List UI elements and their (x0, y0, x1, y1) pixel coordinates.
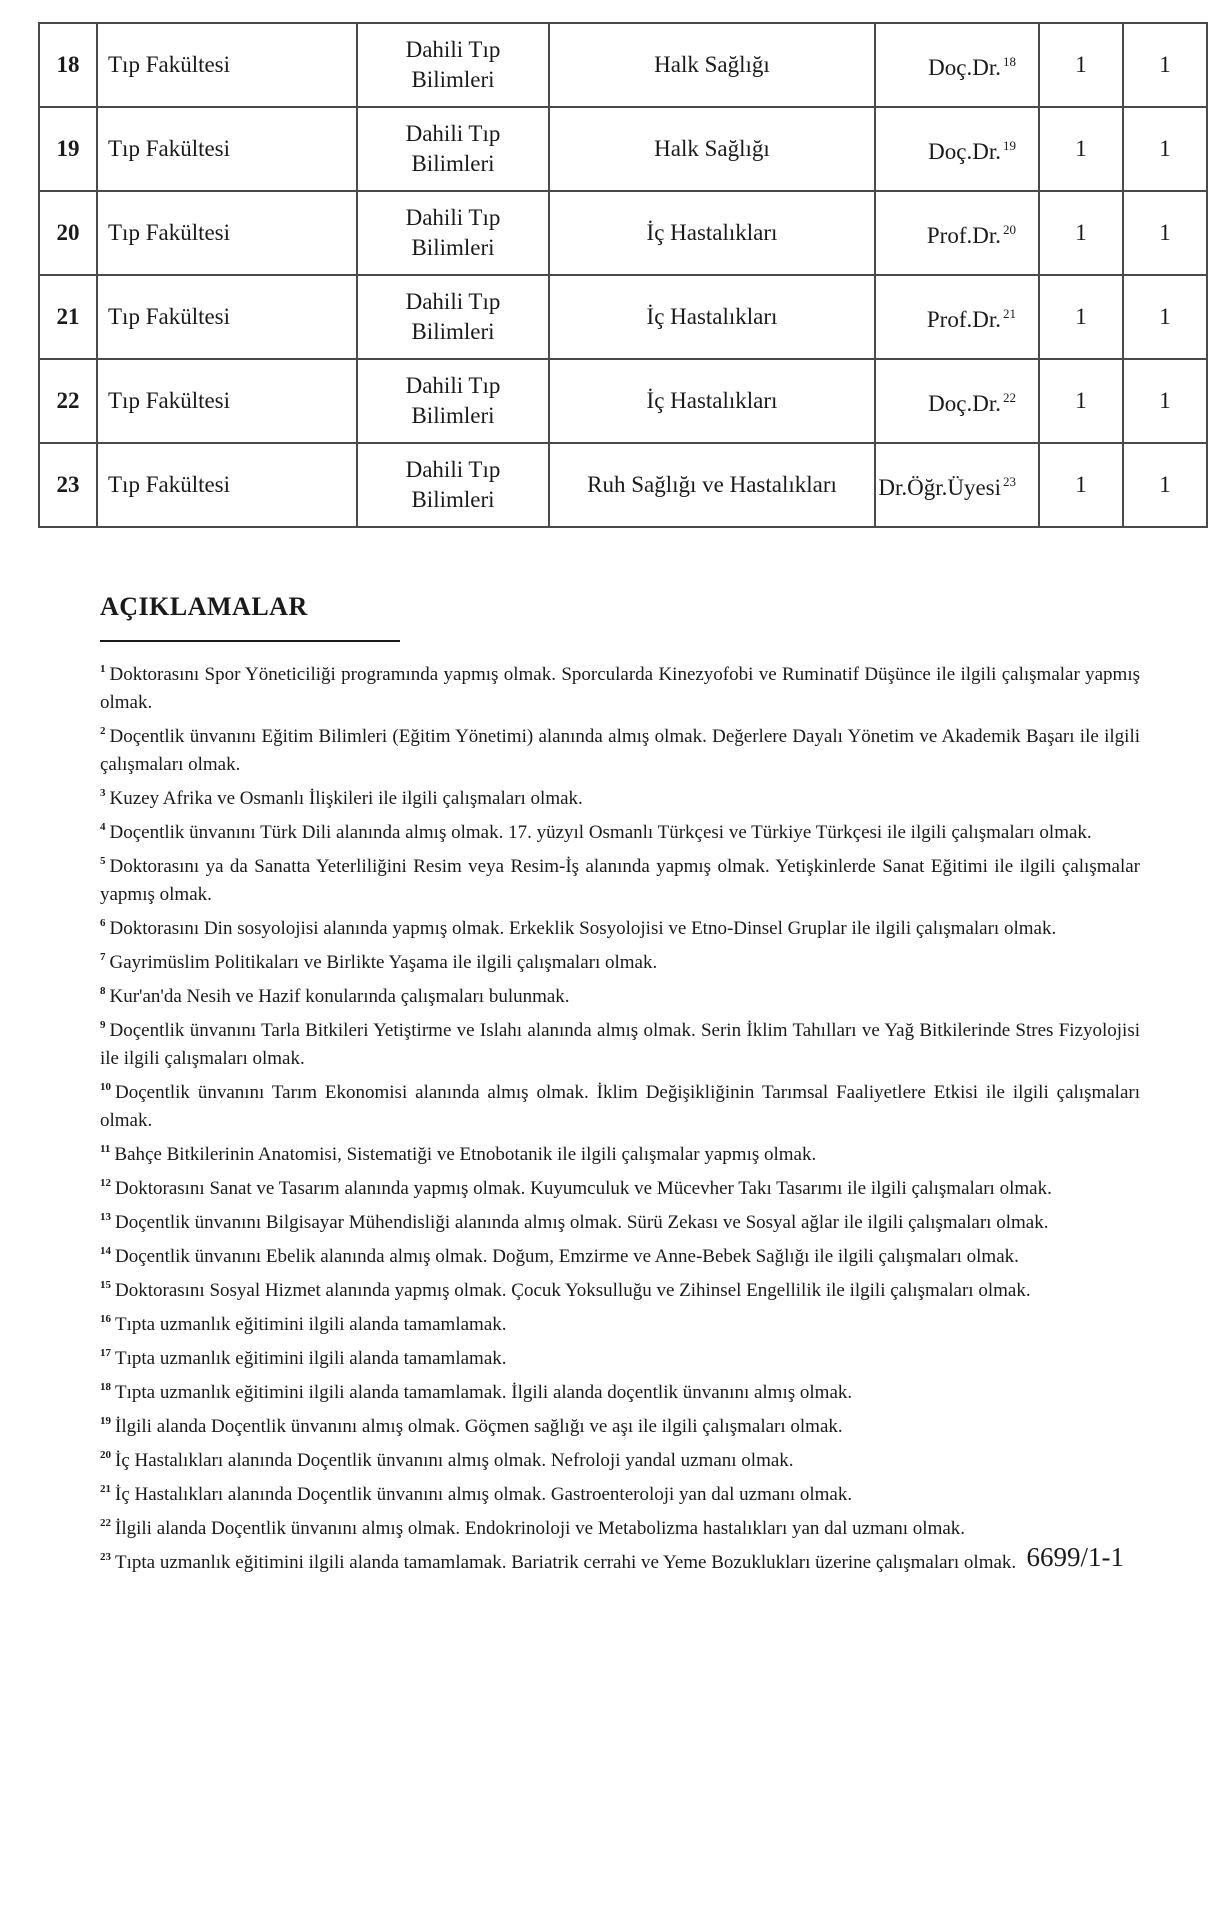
faculty-cell: Tıp Fakültesi (97, 191, 357, 275)
division-line: Bilimleri (411, 403, 495, 428)
footnote-text: Tıpta uzmanlık eğitimini ilgili alanda tamamlamak. (115, 1314, 507, 1335)
table-row (39, 359, 1207, 443)
title-text: Doç.Dr. (928, 55, 1001, 80)
footnote-number: 13 (100, 1211, 111, 1223)
footnote-number: 6 (100, 917, 106, 929)
division-line: Bilimleri (411, 151, 495, 176)
footnote-text: Doçentlik ünvanını Tarla Bitkileri Yetiştirme ve Islahı alanında almış olmak. Serin İklim Tahılları ve Yağ Bitkilerinde Stres Fizyolojisi ile ilgili çalışmaları olmak. (100, 1020, 1140, 1069)
footnote-text: Doktorasını ya da Sanatta Yeterliliğini Resim veya Resim-İş alanında yapmış olmak. Yetişkinlerde Sanat Eğitimi ile ilgili çalışmalar yapmış olmak. (100, 856, 1140, 905)
footnote-item (100, 1169, 1140, 1203)
footnote-number: 4 (100, 821, 106, 833)
footnote-item (100, 1407, 1140, 1441)
count-b-cell: 1 (1123, 443, 1207, 527)
document-code: 6699/1-1 (1026, 1542, 1124, 1572)
faculty-cell: Tıp Fakültesi (97, 23, 357, 107)
footnote-number: 20 (100, 1449, 111, 1461)
count-a-cell: 1 (1039, 443, 1123, 527)
count-b-cell: 1 (1123, 191, 1207, 275)
department-cell: İç Hastalıkları (549, 275, 875, 359)
row-number: 23 (39, 443, 97, 527)
note-ref: 23 (1003, 474, 1016, 489)
footnote-item (100, 1073, 1140, 1135)
division-line: Bilimleri (411, 319, 495, 344)
footnote-item (100, 813, 1140, 847)
footnote-text: Gayrimüslim Politikaları ve Birlikte Yaşama ile ilgili çalışmaları olmak. (109, 952, 658, 973)
footnote-number: 18 (100, 1381, 111, 1393)
department-cell: Halk Sağlığı (549, 107, 875, 191)
count-a-cell: 1 (1039, 107, 1123, 191)
footnote-number: 10 (100, 1081, 111, 1093)
footnote-text: İç Hastalıkları alanında Doçentlik ünvanını almış olmak. Gastroenteroloji yan dal uzmanı olmak. (115, 1484, 853, 1505)
note-ref: 18 (1003, 54, 1016, 69)
footnote-text: Tıpta uzmanlık eğitimini ilgili alanda tamamlamak. (115, 1348, 507, 1369)
footnote-text: Bahçe Bitkilerinin Anatomisi, Sistematiği ve Etnobotanik ile ilgili çalışmalar yapmış olmak. (114, 1144, 817, 1165)
footnote-number: 23 (100, 1551, 111, 1563)
footnote-number: 16 (100, 1313, 111, 1325)
footnote-text: Tıpta uzmanlık eğitimini ilgili alanda tamamlamak. İlgili alanda doçentlik ünvanını almış olmak. (115, 1382, 853, 1403)
footnote-text: Kur'an'da Nesih ve Hazif konularında çalışmaları bulunmak. (109, 986, 570, 1007)
count-b-cell: 1 (1123, 359, 1207, 443)
footnote-number: 12 (100, 1177, 111, 1189)
footnote-item (100, 1509, 1140, 1543)
title-text: Prof.Dr. (926, 223, 1001, 248)
title-text: Dr.Öğr.Üyesi (878, 475, 1001, 500)
heading-underline (100, 640, 400, 642)
footnote-item (100, 1441, 1140, 1475)
title-cell (875, 443, 1039, 527)
footnote-text: Tıpta uzmanlık eğitimini ilgili alanda tamamlamak. Bariatrik cerrahi ve Yeme Bozuklukları üzerine çalışmaları olmak. (115, 1552, 1017, 1573)
note-ref: 22 (1003, 390, 1016, 405)
footnote-number: 3 (100, 787, 106, 799)
title-text: Prof.Dr. (926, 307, 1001, 332)
count-b-cell: 1 (1123, 275, 1207, 359)
footnote-item (100, 1339, 1140, 1373)
footnote-text: Doktorasını Din sosyolojisi alanında yapmış olmak. Erkeklik Sosyolojisi ve Etno-Dinsel Gruplar ile ilgili çalışmaları olmak. (109, 918, 1057, 939)
footnote-number: 21 (100, 1483, 111, 1495)
footnote-text: Kuzey Afrika ve Osmanlı İlişkileri ile ilgili çalışmaları olmak. (109, 788, 583, 809)
row-number: 18 (39, 23, 97, 107)
footnote-text: Doktorasını Spor Yöneticiliği programında yapmış olmak. Sporcularda Kinezyofobi ve Ruminatif Düşünce ile ilgili çalışmalar yapmış olmak. (100, 664, 1140, 713)
department-cell: Ruh Sağlığı ve Hastalıkları (549, 443, 875, 527)
department-cell: İç Hastalıkları (549, 359, 875, 443)
title-cell (875, 359, 1039, 443)
footnote-text: Doçentlik ünvanını Tarım Ekonomisi alanında almış olmak. İklim Değişikliğinin Tarımsal Faaliyetlere Etkisi ile ilgili çalışmaları olmak. (100, 1082, 1140, 1131)
notes-heading: AÇIKLAMALAR (100, 592, 308, 621)
count-a-cell: 1 (1039, 359, 1123, 443)
table-row (39, 107, 1207, 191)
footnote-number: 1 (100, 663, 106, 675)
title-cell (875, 191, 1039, 275)
footnote-text: İlgili alanda Doçentlik ünvanını almış olmak. Endokrinoloji ve Metabolizma hastalıkları yan dal uzmanı olmak. (115, 1518, 966, 1539)
footnote-number: 11 (100, 1143, 111, 1155)
footnote-item (100, 779, 1140, 813)
row-number: 19 (39, 107, 97, 191)
footnote-text: Doçentlik ünvanını Bilgisayar Mühendisliği alanında almış olmak. Sürü Zekası ve Sosyal ağlar ile ilgili çalışmaları olmak. (115, 1212, 1049, 1233)
division-line: Dahili Tıp (405, 457, 501, 482)
footnote-text: İç Hastalıkları alanında Doçentlik ünvanını almış olmak. Nefroloji yandal uzmanı olmak. (115, 1450, 794, 1471)
division-line: Dahili Tıp (405, 289, 501, 314)
division-cell (357, 443, 549, 527)
footnote-text: İlgili alanda Doçentlik ünvanını almış olmak. Göçmen sağlığı ve aşı ile ilgili çalışmaları olmak. (115, 1416, 843, 1437)
division-line: Dahili Tıp (405, 37, 501, 62)
division-cell (357, 275, 549, 359)
footnote-number: 9 (100, 1019, 106, 1031)
count-a-cell: 1 (1039, 23, 1123, 107)
footnote-number: 19 (100, 1415, 111, 1427)
footnote-text: Doçentlik ünvanını Eğitim Bilimleri (Eğitim Yönetimi) alanında almış olmak. Değerlere Dayalı Yönetim ve Akademik Başarı ile ilgili çalışmaları olmak. (100, 726, 1140, 775)
faculty-cell: Tıp Fakültesi (97, 359, 357, 443)
footnote-item (100, 1475, 1140, 1509)
positions-table (38, 22, 1208, 528)
footnote-item (100, 1203, 1140, 1237)
count-b-cell: 1 (1123, 107, 1207, 191)
table-row (39, 443, 1207, 527)
footnote-number: 8 (100, 985, 106, 997)
footnote-text: Doktorasını Sanat ve Tasarım alanında yapmış olmak. Kuyumculuk ve Mücevher Takı Tasarımı ile ilgili çalışmaları olmak. (115, 1178, 1052, 1199)
department-cell: Halk Sağlığı (549, 23, 875, 107)
title-cell (875, 275, 1039, 359)
footnote-number: 5 (100, 855, 106, 867)
title-cell (875, 107, 1039, 191)
footnote-item (100, 1271, 1140, 1305)
title-text: Doç.Dr. (928, 391, 1001, 416)
faculty-cell: Tıp Fakültesi (97, 275, 357, 359)
footnote-item (100, 1135, 1140, 1169)
footnote-item (100, 655, 1140, 717)
footnote-item (100, 909, 1140, 943)
faculty-cell: Tıp Fakültesi (97, 107, 357, 191)
footnote-text: Doçentlik ünvanını Ebelik alanında almış olmak. Doğum, Emzirme ve Anne-Bebek Sağlığı ile ilgili çalışmaları olmak. (115, 1246, 1019, 1267)
footnote-item (100, 1373, 1140, 1407)
row-number: 22 (39, 359, 97, 443)
footnote-item (100, 1305, 1140, 1339)
division-cell (357, 191, 549, 275)
footnote-number: 17 (100, 1347, 111, 1359)
footnote-item (100, 943, 1140, 977)
faculty-cell: Tıp Fakültesi (97, 443, 357, 527)
division-line: Bilimleri (411, 235, 495, 260)
footnote-item (100, 1011, 1140, 1073)
footnote-item (100, 1543, 1140, 1577)
note-ref: 21 (1003, 306, 1016, 321)
division-line: Bilimleri (411, 67, 495, 92)
count-b-cell: 1 (1123, 23, 1207, 107)
footnote-text: Doktorasını Sosyal Hizmet alanında yapmış olmak. Çocuk Yoksulluğu ve Zihinsel Engellilik ile ilgili çalışmaları olmak. (115, 1280, 1031, 1301)
footnote-number: 2 (100, 725, 106, 737)
note-ref: 19 (1003, 138, 1016, 153)
division-cell (357, 23, 549, 107)
footnote-number: 14 (100, 1245, 111, 1257)
count-a-cell: 1 (1039, 275, 1123, 359)
footnote-number: 15 (100, 1279, 111, 1291)
row-number: 20 (39, 191, 97, 275)
title-cell (875, 23, 1039, 107)
footnote-item (100, 1237, 1140, 1271)
table-row (39, 23, 1207, 107)
title-text: Doç.Dr. (928, 139, 1001, 164)
footnote-item (100, 977, 1140, 1011)
notes-list (100, 655, 1140, 1577)
division-cell (357, 107, 549, 191)
division-line: Dahili Tıp (405, 205, 501, 230)
division-cell (357, 359, 549, 443)
row-number: 21 (39, 275, 97, 359)
note-ref: 20 (1003, 222, 1016, 237)
count-a-cell: 1 (1039, 191, 1123, 275)
division-line: Bilimleri (411, 487, 495, 512)
department-cell: İç Hastalıkları (549, 191, 875, 275)
table-body (39, 23, 1207, 527)
footnote-item (100, 717, 1140, 779)
footnote-number: 22 (100, 1517, 111, 1529)
footnote-item (100, 847, 1140, 909)
division-line: Dahili Tıp (405, 373, 501, 398)
table-row (39, 275, 1207, 359)
footnote-number: 7 (100, 951, 106, 963)
table-row (39, 191, 1207, 275)
footnote-text: Doçentlik ünvanını Türk Dili alanında almış olmak. 17. yüzyıl Osmanlı Türkçesi ve Türkiye Türkçesi ile ilgili çalışmaları olmak. (109, 822, 1092, 843)
division-line: Dahili Tıp (405, 121, 501, 146)
